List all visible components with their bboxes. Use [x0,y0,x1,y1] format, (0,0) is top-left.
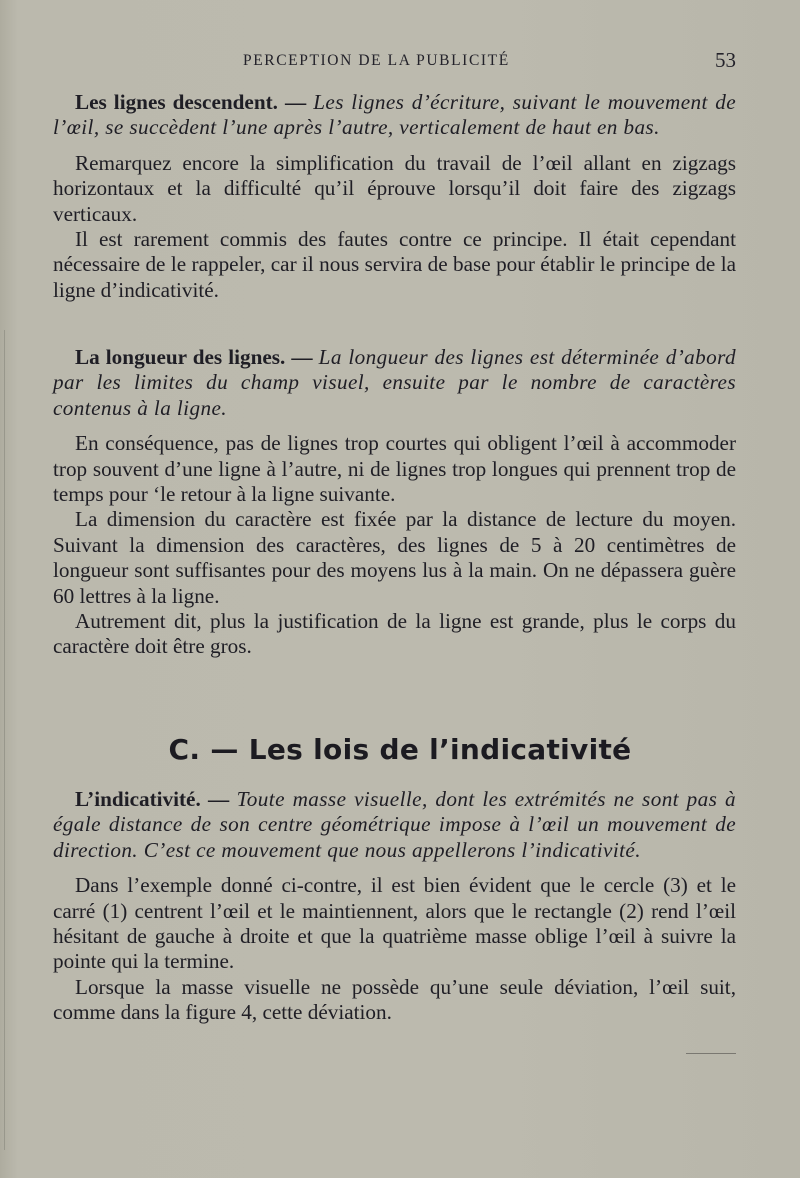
paragraph: La dimension du caractère est fixée par la distance de lecture du moyen. Suivant la dimension des caractères, des lignes de 5 à 20 centimètres de longueur sont suffisantes pour des moyens lus à la main. On ne dépassera guère 60 lettres à la ligne. [53,507,736,608]
paragraph: En conséquence, pas de lignes trop courtes qui obligent l’œil à accommoder trop souvent d’une ligne à l’autre, ni de lignes trop longues qui prennent trop de temps pour ‘le retour à la ligne suivante. [53,431,736,507]
section-longueur-lignes [53,345,736,660]
paragraph-rule-longueur-lignes [53,345,736,421]
margin-mark [686,1053,736,1054]
rule-statement: La longueur des lignes est déterminée d’abord par les limites du champ visuel, ensuite par le nombre de caractères contenus à la ligne. [53,345,736,420]
running-head-title: PERCEPTION DE LA PUBLICITÉ [243,52,510,69]
rule-statement: Les lignes d’écriture, suivant le mouvement de l’œil, se succèdent l’une après l’autre, verticalement de haut en bas. [53,90,736,140]
paragraph: Autrement dit, plus la justification de la ligne est grande, plus le corps du caractère doit être gros. [53,609,736,659]
paragraph: Remarquez encore la simplification du travail de l’œil allant en zigzags horizontaux et la difficulté qu’il éprouve lorsqu’il doit faire des zigzags verticaux. [53,150,736,226]
rule-title: Les lignes descendent. — [75,90,307,114]
paragraph-rule-lignes-descendent [53,90,736,141]
rule-statement: Toute masse visuelle, dont les extrémités ne sont pas à égale distance de son centre géométrique impose à l’œil un mouvement de direction. C’est ce mouvement que nous appellerons l’indicativité. [53,787,736,862]
paragraph: Dans l’exemple donné ci-contre, il est bien évident que le cercle (3) et le carré (1) centrent l’œil et le maintiennent, alors que le rectangle (2) rend l’œil hésitant de gauche à droite et que la quatrième masse oblige l’œil à suivre la pointe qui la termine. [53,873,736,974]
section-indicativite [53,787,736,1026]
section-lignes-descendent [53,90,736,303]
paragraph-rule-indicativite [53,787,736,863]
paragraph: Lorsque la masse visuelle ne possède qu’une seule déviation, l’œil suit, comme dans la figure 4, cette déviation. [53,974,736,1025]
rule-title: La longueur des lignes. — [75,345,313,369]
paragraph: Il est rarement commis des fautes contre ce principe. Il était cependant nécessaire de le rappeler, car il nous servira de base pour établir le principe de la ligne d’indicativité. [53,227,736,302]
section-heading: C. — Les lois de l’indicativité [168,733,632,766]
page-number: 53 [715,48,736,72]
rule-title: L’indicativité. — [75,787,230,811]
